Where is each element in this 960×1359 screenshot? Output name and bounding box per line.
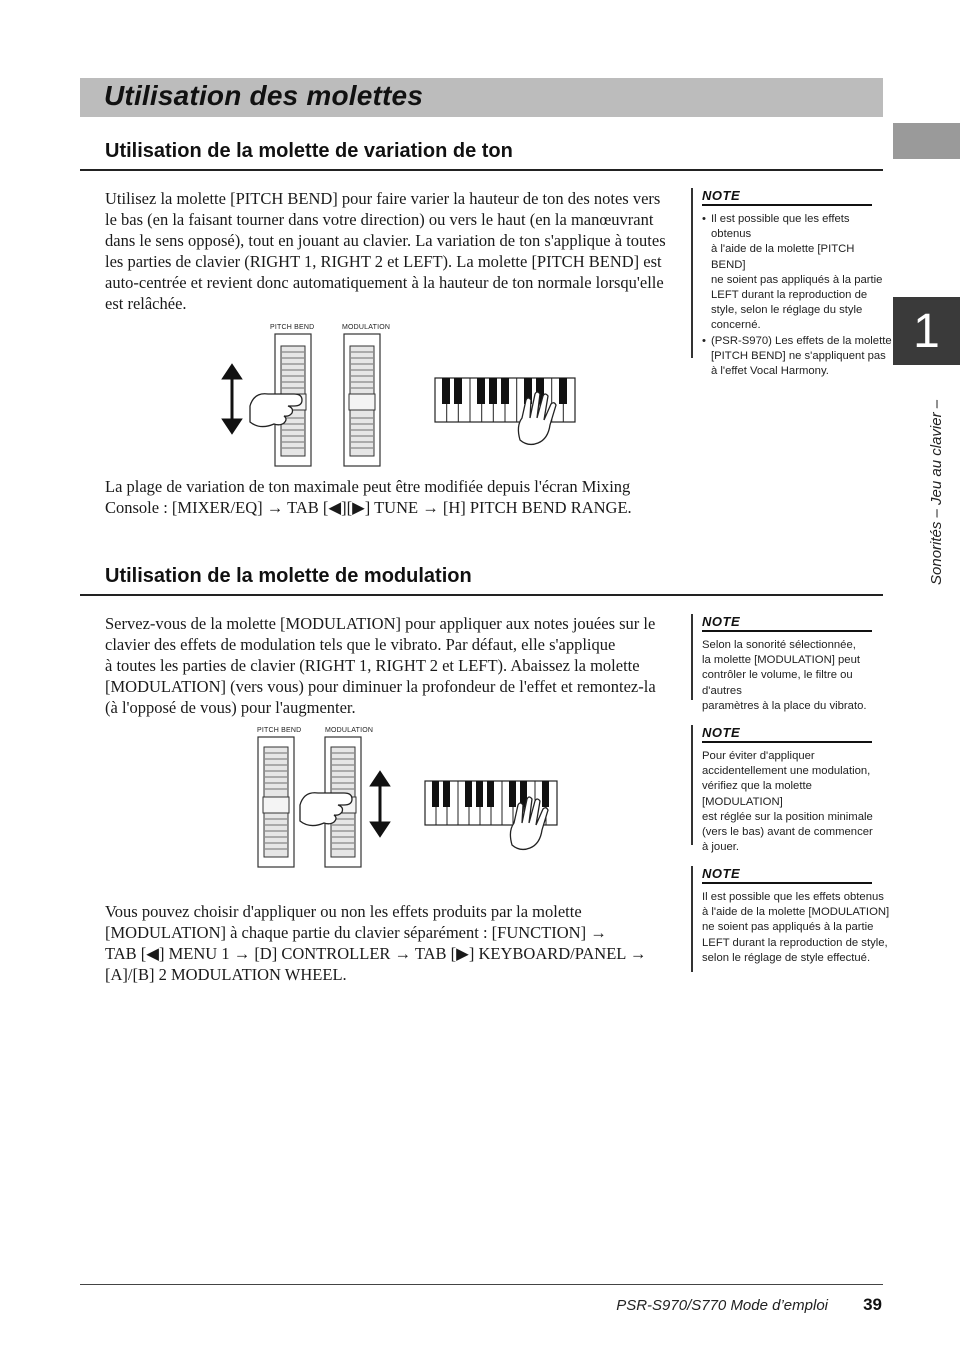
note-modulation-style	[691, 866, 892, 972]
section-body-modulation	[105, 613, 675, 718]
note-line: à l'aide de la molette [MODULATION]	[702, 906, 890, 919]
body-line: [MODULATION] (vers vous) pour diminuer la profondeur de l'effet et remontez-la	[105, 677, 656, 696]
note-text	[702, 890, 892, 966]
note-text	[702, 212, 892, 379]
illustration-label-pitch-bend: PITCH BEND	[257, 727, 302, 734]
note-bullet: •	[702, 334, 706, 347]
body-line: Servez-vous de la molette [MODULATION] pour appliquer aux notes jouées sur le	[105, 614, 656, 633]
body-line: le bas (en la faisant tourner dans votre direction) ou vers le haut (en la manœuvrant	[105, 210, 654, 229]
illustration-label-modulation: MODULATION	[325, 727, 374, 734]
body-line: à toutes les parties de clavier (RIGHT 1, RIGHT 2 et LEFT). Abaissez la molette	[105, 656, 640, 675]
side-chapter-label: Sonorités – Jeu au clavier –	[928, 399, 945, 585]
note-title: NOTE	[702, 188, 872, 206]
note-line: vérifiez que la molette [MODULATION]	[702, 780, 812, 808]
note-line: ne soient pas appliqués à la partie	[711, 273, 883, 286]
body-line: Utilisez la molette [PITCH BEND] pour faire varier la hauteur de ton des notes vers	[105, 189, 661, 208]
section-body-modulation-setting	[105, 901, 675, 985]
body-line: Console : [MIXER/EQ] → TAB [◀][▶] TUNE → [H] PITCH BEND RANGE.	[105, 498, 632, 517]
body-line: est relâchée.	[105, 294, 187, 313]
note-text	[702, 638, 892, 714]
note-line: contrôler le volume, le filtre ou d'autres	[702, 669, 853, 697]
note-line: paramètres à la place du vibrato.	[702, 699, 867, 712]
section-rule	[80, 594, 883, 596]
note-line: Il est possible que les effets obtenus	[711, 213, 850, 241]
body-line: [MODULATION] à chaque partie du clavier séparément : [FUNCTION] →	[105, 923, 607, 942]
body-line: Vous pouvez choisir d'appliquer ou non les effets produits par la molette	[105, 902, 582, 921]
note-line: à jouer.	[702, 841, 740, 854]
body-line: TAB [◀] MENU 1 → [D] CONTROLLER → TAB [▶] KEYBOARD/PANEL →	[105, 944, 647, 963]
note-line: Pour éviter d'appliquer	[702, 750, 815, 762]
illustration-label-modulation: MODULATION	[342, 324, 391, 331]
chapter-number: 1	[913, 304, 940, 358]
note-item	[702, 334, 892, 380]
note-line: selon le réglage de style effectué.	[702, 951, 871, 964]
section-heading-modulation: Utilisation de la molette de modulation	[105, 565, 472, 587]
note-line: est réglée sur la position minimale	[702, 810, 873, 823]
body-line: les parties de clavier (RIGHT 1, RIGHT 2 et LEFT). La molette [PITCH BEND] est	[105, 252, 662, 271]
section-heading-pitch-bend: Utilisation de la molette de variation de ton	[105, 140, 513, 162]
modulation-illustration	[250, 725, 570, 870]
note-modulation-minimum	[691, 725, 892, 854]
note-line: [PITCH BEND] ne s'appliquent pas	[711, 349, 886, 362]
wheels-keyboard-drawing	[250, 725, 570, 870]
body-line: [A]/[B] 2 MODULATION WHEEL.	[105, 965, 347, 984]
footer-manual-title: PSR-S970/S770 Mode d’emploi	[616, 1297, 828, 1314]
note-line: Il est possible que les effets obtenus	[702, 891, 884, 903]
note-title: NOTE	[702, 866, 872, 884]
body-line: auto-centrée et revient donc automatiquement à la hauteur de ton normale lorsqu'elle	[105, 273, 664, 292]
body-line: La plage de variation de ton maximale peut être modifiée depuis l'écran Mixing	[105, 477, 631, 496]
note-line: à l'aide de la molette [PITCH BEND]	[711, 243, 855, 271]
note-title: NOTE	[702, 725, 872, 743]
edge-tab-marker	[893, 123, 960, 159]
note-line: style, selon le réglage du style	[711, 304, 863, 317]
note-pitch-bend	[691, 188, 892, 378]
section-body-pitch-bend-range	[105, 476, 675, 518]
chapter-tab	[893, 297, 960, 365]
note-line: LEFT durant la reproduction de style,	[702, 936, 888, 949]
note-item	[702, 212, 892, 334]
note-line: LEFT durant la reproduction de	[711, 289, 868, 302]
page-number: 39	[863, 1295, 882, 1314]
body-line: clavier des effets de modulation tels que le vibrato. Par défaut, elle s'applique	[105, 635, 616, 654]
note-modulation-sound	[691, 614, 892, 712]
note-line: à l'effet Vocal Harmony.	[711, 365, 829, 378]
note-line: ne soient pas appliqués à la partie	[702, 921, 874, 934]
section-body-pitch-bend	[105, 188, 675, 314]
note-line: la molette [MODULATION] peut	[702, 654, 860, 667]
pitch-bend-illustration	[220, 322, 590, 472]
footer-rule	[80, 1284, 883, 1285]
note-bullet: •	[702, 213, 706, 225]
note-line: (vers le bas) avant de commencer	[702, 826, 873, 839]
note-line: (PSR-S970) Les effets de la molette	[711, 334, 892, 347]
page-title: Utilisation des molettes	[104, 80, 424, 111]
note-title: NOTE	[702, 614, 872, 632]
section-rule	[80, 169, 883, 171]
note-line: concerné.	[711, 319, 761, 332]
illustration-label-pitch-bend: PITCH BEND	[270, 324, 315, 331]
note-line: accidentellement une modulation,	[702, 765, 871, 778]
note-line: Selon la sonorité sélectionnée,	[702, 639, 856, 651]
body-line: dans le sens opposé), tout en jouant au clavier. La variation de ton s'applique à toutes	[105, 231, 666, 250]
body-line: (à l'opposé de vous) pour l'augmenter.	[105, 698, 356, 717]
wheels-keyboard-drawing	[220, 322, 590, 472]
note-text	[702, 749, 892, 855]
